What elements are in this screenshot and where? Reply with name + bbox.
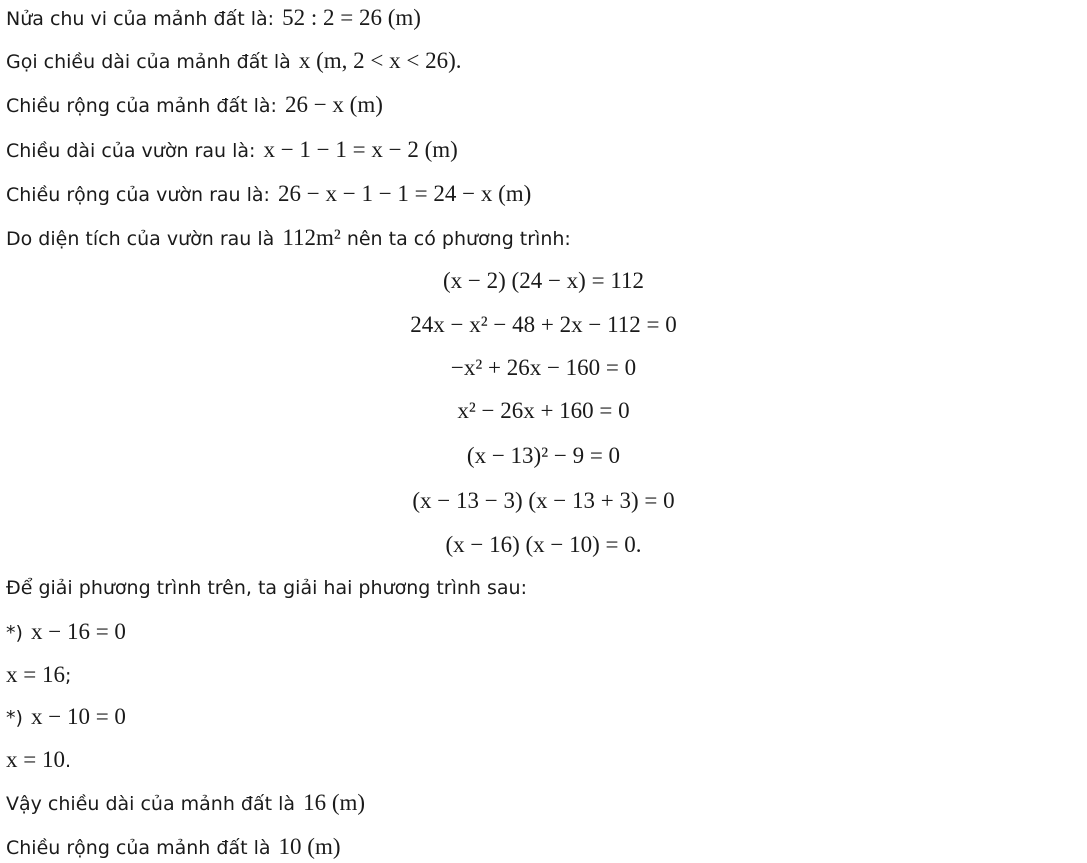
line-text: Nửa chu vi của mảnh đất là: [6, 8, 275, 30]
math-expression: x = 10 [6, 747, 65, 772]
equation-5: (x − 13)² − 9 = 0 [466, 443, 621, 468]
line-text: Do diện tích của vườn rau là [6, 228, 275, 250]
case-prefix: *) [6, 622, 23, 644]
line-solve-intro [6, 573, 527, 603]
punctuation: . [64, 750, 72, 772]
equation-3: −x² + 26x − 160 = 0 [450, 355, 637, 380]
case-prefix: *) [6, 707, 23, 729]
math-expression: x − 10 = 0 [30, 704, 126, 729]
line-case-2-result [6, 745, 71, 776]
line-text: Chiều rộng của vườn rau là: [6, 184, 270, 206]
line-case-1-result [6, 660, 71, 691]
math-expression: x = 16 [6, 662, 65, 687]
line-case-2 [6, 702, 126, 733]
line-let-length [6, 46, 462, 77]
line-garden-width [6, 179, 531, 210]
punctuation: ; [64, 665, 72, 687]
equation-6: (x − 13 − 3) (x − 13 + 3) = 0 [412, 488, 675, 513]
equation-7: (x − 16) (x − 10) = 0. [445, 532, 642, 557]
line-half-perimeter [6, 3, 421, 34]
math-expression: 26 − x (m) [284, 92, 383, 117]
line-text: Gọi chiều dài của mảnh đất là [6, 51, 291, 73]
math-expression: x (m, 2 < x < 26). [298, 48, 462, 73]
equation-2: 24x − x² − 48 + 2x − 112 = 0 [410, 312, 677, 337]
line-text: Chiều dài của vườn rau là: [6, 140, 256, 162]
math-expression: 10 (m) [278, 834, 341, 859]
line-text: Chiều rộng của mảnh đất là: [6, 95, 277, 117]
math-expression: 52 : 2 = 26 (m) [282, 5, 421, 30]
equation-1: (x − 2) (24 − x) = 112 [443, 268, 644, 293]
math-expression: 26 − x − 1 − 1 = 24 − x (m) [278, 181, 532, 206]
line-text-continued: nên ta có phương trình: [346, 228, 571, 250]
equation-4: x² − 26x + 160 = 0 [457, 398, 630, 423]
math-expression: 16 (m) [303, 790, 366, 815]
line-garden-length [6, 135, 458, 166]
line-text: Chiều rộng của mảnh đất là [6, 837, 271, 859]
math-expression: x − 16 = 0 [30, 619, 126, 644]
line-case-1 [6, 617, 126, 648]
line-text: Để giải phương trình trên, ta giải hai phương trình sau: [6, 577, 527, 599]
line-land-width [6, 90, 383, 121]
line-conclusion-length [6, 788, 365, 819]
math-expression: 112m² [282, 225, 341, 250]
line-garden-area [6, 223, 571, 254]
line-conclusion-width [6, 832, 341, 863]
line-text: Vậy chiều dài của mảnh đất là [6, 793, 296, 815]
math-expression: x − 1 − 1 = x − 2 (m) [263, 137, 458, 162]
